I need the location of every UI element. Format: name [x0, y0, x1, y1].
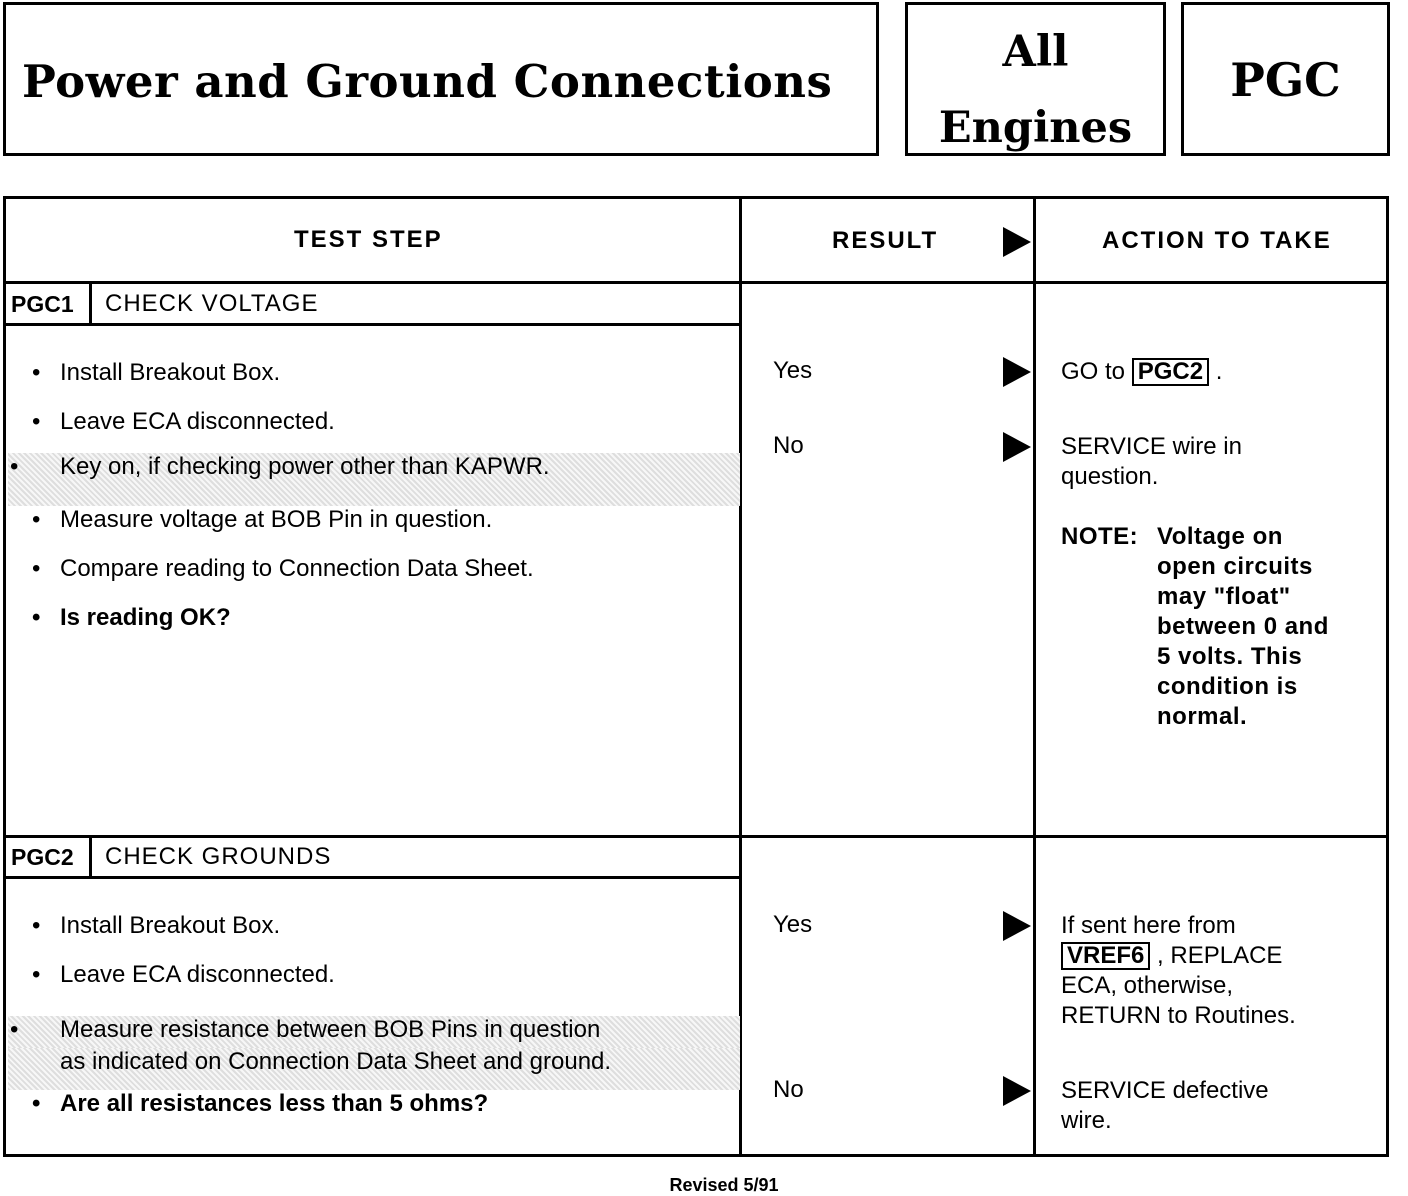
result-arrow-icon — [1003, 911, 1031, 941]
note-label: NOTE: — [1061, 523, 1139, 550]
list-item: • Key on, if checking power other than KAPWR. — [8, 453, 740, 506]
column-divider-action — [1033, 199, 1036, 1154]
result-arrow-icon — [1003, 1076, 1031, 1106]
list-item: • Measure voltage at BOB Pin in question. — [30, 506, 740, 555]
note-line: Voltage on — [1157, 523, 1283, 550]
continuation-text: as indicated on Connection Data Sheet and ground. — [60, 1048, 612, 1075]
result-yes: Yes — [773, 911, 813, 938]
action-text: question. — [1061, 463, 1159, 490]
list-item: • Compare reading to Connection Data Sheet. — [30, 555, 740, 604]
list-item-continuation — [8, 1048, 740, 1090]
step-code-divider — [89, 284, 92, 324]
step-reference-pgc2[interactable]: PGC2 — [1132, 358, 1209, 386]
list-item: • Install Breakout Box. — [30, 912, 740, 961]
section-code-box — [1181, 2, 1390, 156]
note-line: between 0 and — [1157, 613, 1329, 640]
list-item: • Leave ECA disconnected. — [30, 408, 740, 453]
action-text: , REPLACE — [1157, 942, 1283, 969]
action-text: ECA, otherwise, — [1061, 972, 1234, 999]
action-ref-line — [1061, 941, 1296, 971]
page-title-box — [3, 2, 879, 156]
result-no: No — [773, 432, 804, 459]
list-item: • Are all resistances less than 5 ohms? — [30, 1090, 740, 1139]
step-code: PGC1 — [11, 291, 74, 317]
action-text: GO to — [1061, 358, 1126, 385]
result-arrow-icon — [1003, 227, 1031, 257]
note-line: may "float" — [1157, 583, 1291, 610]
action-no — [1061, 1076, 1269, 1136]
page-title: Power and Ground Connections — [22, 55, 833, 108]
engine-line-2: Engines — [938, 103, 1133, 153]
engine-line-1: All — [1002, 27, 1069, 77]
action-text: SERVICE wire in — [1061, 433, 1242, 460]
step-title: CHECK VOLTAGE — [105, 290, 319, 317]
step-reference-vref6[interactable]: VREF6 — [1061, 942, 1150, 970]
action-text: SERVICE defective — [1061, 1077, 1269, 1104]
engine-applicability-box — [905, 2, 1166, 156]
step-instructions — [30, 359, 740, 653]
note-line: normal. — [1157, 703, 1248, 730]
result-arrow-icon — [1003, 432, 1031, 462]
result-yes: Yes — [773, 357, 813, 384]
note-line: condition is — [1157, 673, 1298, 700]
action-text: . — [1215, 358, 1223, 385]
step-instructions — [30, 912, 740, 1139]
step-title-underline — [6, 876, 742, 879]
step-title-underline — [6, 323, 742, 326]
step-code-divider — [89, 838, 92, 878]
note-line: 5 volts. This — [1157, 643, 1303, 670]
diagnostic-table — [3, 196, 1389, 1157]
column-header-result: RESULT — [832, 227, 939, 254]
section-code: PGC — [1230, 53, 1341, 107]
list-item: • Leave ECA disconnected. — [30, 961, 740, 1016]
column-header-test-step: TEST STEP — [294, 226, 443, 253]
column-header-action: ACTION TO TAKE — [1102, 227, 1332, 254]
note-line: open circuits — [1157, 553, 1313, 580]
list-item: • Is reading OK? — [30, 604, 740, 653]
step-code: PGC2 — [11, 844, 74, 870]
action-yes — [1061, 911, 1296, 1031]
action-text: RETURN to Routines. — [1061, 1002, 1296, 1029]
result-no: No — [773, 1076, 804, 1103]
step-row-divider — [6, 835, 1386, 838]
step-title: CHECK GROUNDS — [105, 843, 332, 870]
action-yes — [1061, 357, 1222, 387]
action-text: wire. — [1061, 1107, 1112, 1134]
note-text — [1157, 522, 1329, 732]
revision-footer: Revised 5/91 — [669, 1175, 779, 1195]
header-row-divider — [6, 281, 1386, 284]
list-item: • Install Breakout Box. — [30, 359, 740, 408]
list-item: • Measure resistance between BOB Pins in question — [8, 1016, 740, 1048]
action-text: If sent here from — [1061, 912, 1236, 939]
action-no — [1061, 432, 1242, 492]
result-arrow-icon — [1003, 357, 1031, 387]
